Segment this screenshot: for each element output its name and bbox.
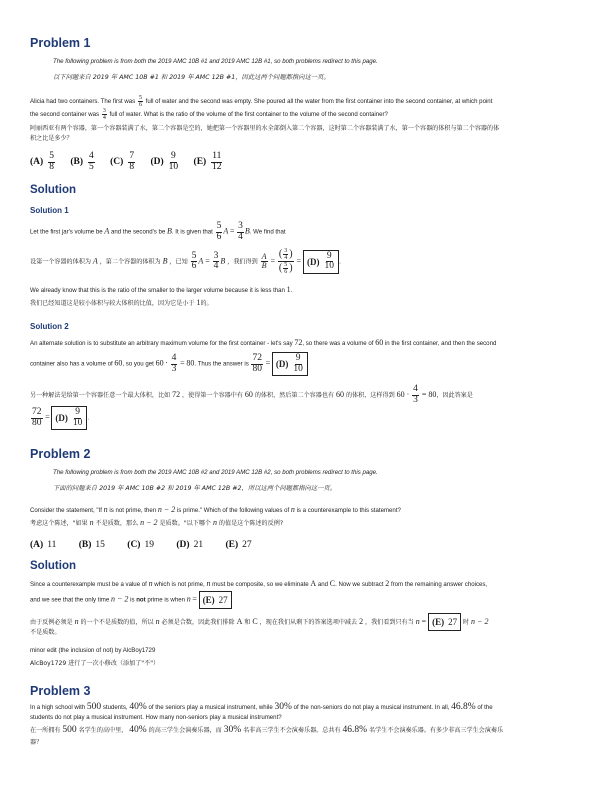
ratio-of-fractions: ( $\frac{3}{4}$ ) ( $\frac{5}{6}$ ) (278, 248, 293, 275)
problem-3-text-line-2: students do not play a musical instrument. How many non-seniors play a musical instrument? (30, 714, 282, 721)
problem-2-text-zh: 考虑这个陈述，"如果 n 不是质数，那么 n − 2 是质数。"以下哪个 n 的值是这个陈述的反例? (30, 518, 284, 527)
choice-b: (B) 15 (78, 540, 105, 550)
problem-3-heading: Problem 3 (30, 684, 91, 698)
choice-d: (D) 21 (176, 540, 204, 550)
problem-1-source-note-zh: 以下问题来自 2019 年 AMC 10B #1 和 2019 年 AMC 12B #1，因此这两个问题都指向这一页。 (53, 74, 330, 81)
problem-3-text-zh-line-2: 器？ (30, 739, 43, 746)
choice-c: (C) $\frac{7}{8}$ (110, 151, 135, 172)
problem-1-heading: Problem 1 (30, 36, 91, 50)
problem-1-text-zh-line-2: 积之比是多少？ (30, 135, 73, 142)
problem-2-answer-choices (30, 540, 264, 550)
problem-2-text: Consider the statement, "If n is not prime, then n − 2 is prime." Which of the following values of n is a counterexample to this statement? (30, 505, 401, 514)
solution-2-answer-box: (D) $\frac{9}{10}$ (272, 352, 308, 376)
problem-1-answer-choices (30, 152, 235, 172)
choice-d: (D) $\frac{9}{10}$ (150, 151, 179, 172)
solution-p2-line-2: and we see that the only time n − 2 is not prime is when n = (E) 27 (30, 591, 232, 609)
solution-1-line-1: Let the first jar's volume be A and the second's be B. It is given that $\frac{5}{6}$ A = $\frac{3}{4}$ B. We find that (30, 221, 286, 242)
solution-1-answer-box: (D) $\frac{9}{10}$ (303, 250, 339, 274)
solution-p2-answer-box: (E) 27 (199, 591, 232, 609)
problem-3-text-line-1: In a high school with 500 students, 40% of the seniors play a musical instrument, while 30% of the non-seniors do not play a musical instrument. In all, 46.8% of the (30, 702, 493, 712)
choice-b: (B) $\frac{4}{5}$ (70, 151, 94, 172)
solution-2-line-1: An alternate solution is to substitute an arbitrary maximum volume for the first container - let's say 72, so there was a volume of 60 in the first container, and then the second (30, 338, 497, 347)
choice-c: (C) 19 (127, 540, 154, 550)
solution-2-subheading: Solution 2 (30, 322, 69, 331)
choice-e: (E) $\frac{11}{12}$ (193, 151, 222, 172)
problem-3-text-zh-line-1: 在一所拥有 500 名学生的高中里， 40% 的高三学生会演奏乐器，而 30% 名非高三学生不会演奏乐器。总共有 46.8% 名学生不会演奏乐器。有多少非高三学生会演奏乐 (30, 725, 504, 735)
solution-1-line-2-zh: 我们已经知道这是较小体积与较大体积的比值，因为它是小于 1的。 (30, 298, 213, 307)
solution-p2-line-zh-2: 不是质数。 (30, 629, 61, 636)
choice-a: (A) $\frac{5}{8}$ (30, 151, 54, 172)
solution-2-heading: Solution (30, 560, 76, 572)
solution-2-line-2: container also has a volume of 60, so you get 60 · $\frac{4}{3}$ = 80. Thus the answer is $\frac{72}{80}$ = (D) $\frac{9}{10}$ (30, 352, 308, 376)
solution-1-line-zh: 设第一个容器的体积为 A ，第二个容器的体积为 B ，已知 $\frac{5}{6}$ A = $\frac{3}{4}$ B ，我们得到 $\frac{A}{B}$ = ( $\frac{3}{4}$ ) ( $\frac{5}{6}$ ) = (D) $\frac{9}{10}$ . (30, 248, 341, 275)
problem-1-text-line-2: the second container was $\frac{3}{4}$ full of water. What is the ratio of the volume of the first container to the volume of the second container? (30, 108, 388, 121)
choice-a: (A) 11 (30, 540, 57, 550)
solution-1-subheading: Solution 1 (30, 206, 69, 215)
fraction-three-quarters: $\frac{3}{4}$ (102, 108, 106, 121)
solution-p2-answer-box-zh: (E) 27 (428, 613, 461, 631)
problem-1-text-zh-line-1: 阿丽西亚有两个容器，第一个容器装满了水，第二个容器是空的，她把第一个容器里的水全部倒入第二个容器，这时第二个容器装满了水，第一个容器的体积与第二个容器的体 (30, 125, 500, 132)
solution-p2-line-1: Since a counterexample must be a value of n which is not prime, n must be composite, so we eliminate A and C. Now we subtract 2 from the remaining answer choices, (30, 579, 488, 588)
problem-1-text-line-1: Alicia had two containers. The first was $\frac{5}{6}$ full of water and the second was empty. She poured all the water from the first container into the second container, at which point (30, 95, 493, 108)
solution-p2-line-zh-1: 由于反例必须是 n 的一个不是质数的值，所以 n 必须是合数，因此我们排除 A 和 C ，现在我们从剩下的答案选项中减去 2 ，我们看到只有当 n = (E) 27 时 n − 2 (30, 613, 488, 631)
solution-2-answer-box-zh: (D) $\frac{9}{10}$ (51, 406, 87, 430)
fraction-five-sixths: $\frac{5}{6}$ (138, 95, 142, 108)
problem-2-heading: Problem 2 (30, 447, 91, 461)
edit-note: minor edit (the inclusion of not) by AlcBoy1729 (30, 647, 156, 654)
problem-2-source-note-zh: 下面的问题来自 2019 年 AMC 10B #2 和 2019 年 AMC 12B #2，所以这两个问题都指向这一页。 (53, 485, 336, 492)
problem-2-source-note: The following problem is from both the 2019 AMC 10B #2 and 2019 AMC 12B #2, so both problems redirect to this page. (53, 469, 378, 476)
edit-note-zh: AlcBoy1729 进行了一次小修改（添加了"不"） (30, 660, 160, 667)
problem-1-source-note: The following problem is from both the 2019 AMC 10B #1 and 2019 AMC 12B #1, so both problems redirect to this page. (53, 58, 378, 65)
solution-1-heading: Solution (30, 184, 76, 196)
solution-2-line-zh-2: $\frac{72}{80}$ = (D) $\frac{9}{10}$ . (30, 406, 89, 430)
solution-2-line-zh-1: 另一种解法是给第一个容器任意一个最大体积，比如 72 ，使得第一个容器中有 60 的体积，然后第二个容器也有 60 的体积，这样得到 60 · $\frac{4}{3}$ = 80，因此答案是 (30, 384, 473, 405)
solution-1-line-2: We already know that this is the ratio of the smaller to the larger volume because it is less than 1. (30, 285, 293, 294)
choice-e: (E) 27 (225, 540, 252, 550)
